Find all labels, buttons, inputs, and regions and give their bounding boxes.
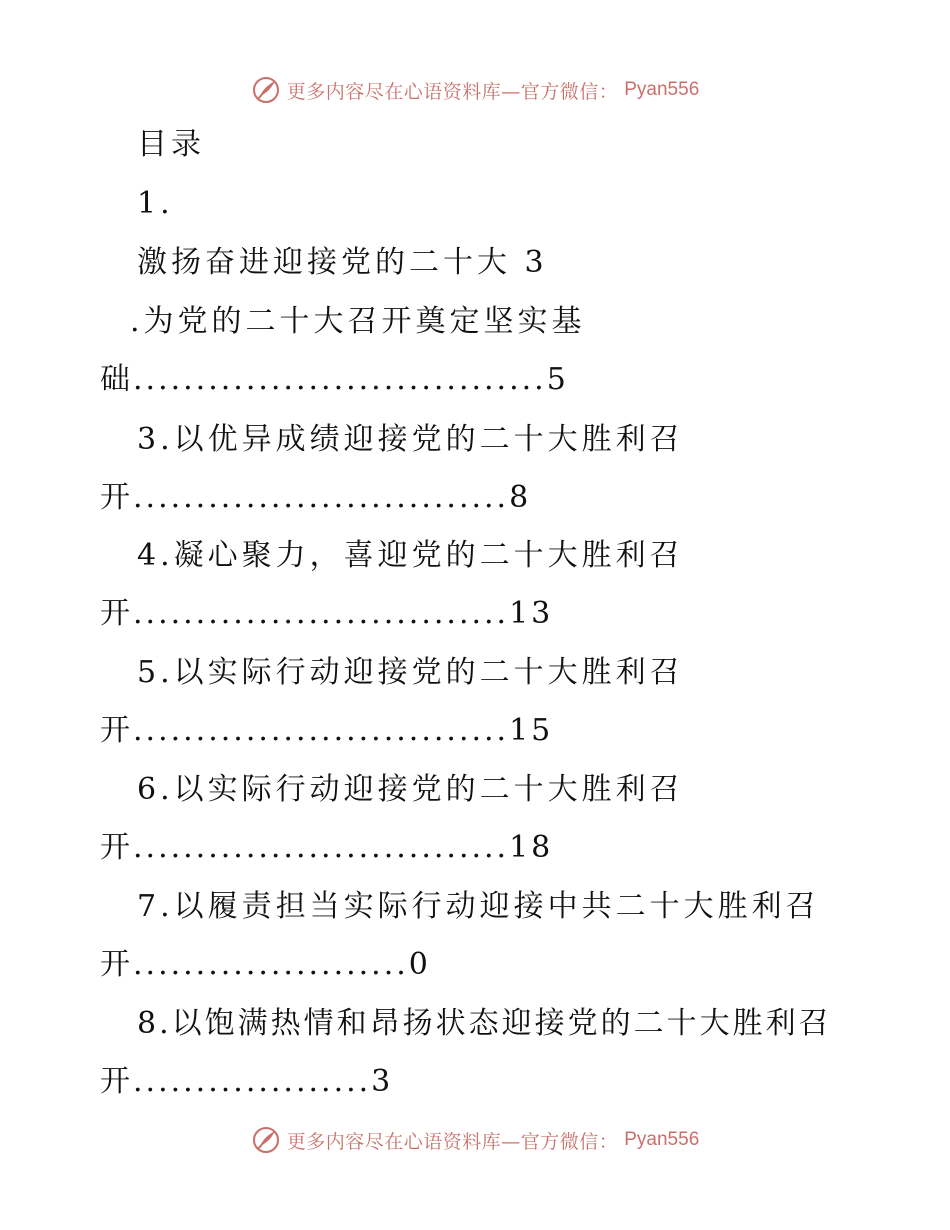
- toc-line: 开..............................13: [100, 596, 554, 631]
- toc-line: 6.以实际行动迎接党的二十大胜利召: [137, 772, 684, 807]
- toc-line: 开......................0: [100, 947, 431, 982]
- watermark-text: 更多内容尽在心语资料库—官方微信：: [286, 1130, 619, 1153]
- toc-line: 3.以优异成绩迎接党的二十大胜利召: [137, 422, 684, 457]
- toc-line: .为党的二十大召开奠定坚实基: [130, 304, 586, 339]
- feather-logo-icon: [251, 75, 281, 105]
- toc-line: 7.以履责担当实际行动迎接中共二十大胜利召: [137, 889, 820, 924]
- toc-line: 4.凝心聚力，喜迎党的二十大胜利召: [137, 538, 684, 573]
- toc-line: 1.: [137, 186, 174, 221]
- toc-line: 开..............................18: [100, 830, 554, 865]
- toc-line: 开...................3: [100, 1064, 394, 1099]
- feather-logo-icon: [251, 1125, 281, 1155]
- toc-line: 开..............................8: [100, 480, 532, 515]
- toc-line: 激扬奋进迎接党的二十大 3: [137, 245, 548, 280]
- watermark-wechat-id: Pyan556: [624, 1129, 700, 1150]
- watermark-footer: [0, 1120, 950, 1160]
- watermark-text: 更多内容尽在心语资料库—官方微信：: [286, 80, 619, 103]
- toc-line: 8.以饱满热情和昂扬状态迎接党的二十大胜利召: [137, 1006, 832, 1041]
- watermark-wechat-id: Pyan556: [624, 79, 700, 100]
- toc-line: 础.................................5: [100, 362, 569, 397]
- toc-line: 开..............................15: [100, 713, 554, 748]
- toc-title: 目录: [137, 127, 205, 162]
- toc-line: 5.以实际行动迎接党的二十大胜利召: [137, 655, 684, 690]
- watermark-header: [0, 70, 950, 110]
